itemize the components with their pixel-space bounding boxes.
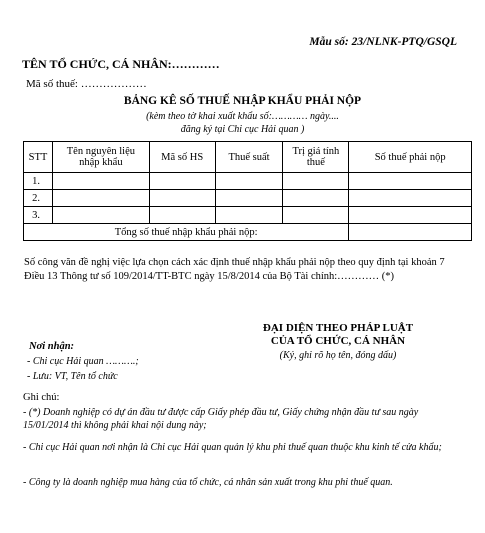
table-cell (149, 190, 215, 207)
table-cell (349, 207, 472, 224)
representative-title-line-2: CỦA TỔ CHỨC, CÁ NHÂN (270, 335, 406, 347)
notes-title: Ghi chú: (23, 392, 60, 403)
table-cell (215, 173, 283, 190)
recipient-item: - Lưu: VT, Tên tổ chức (27, 371, 118, 382)
tax-code: Mã số thuế: ……………… (26, 78, 147, 90)
description-paragraph: Số công văn đề nghị việc lựa chọn cách xác định thuế nhập khẩu phải nộp theo quy định tại khoản 7 Điều 13 Thông tư số 109/2014/TT-BTC ngày 15/8/2014 của Bộ Tài chính:………… (*) (24, 257, 445, 282)
total-value-cell (349, 224, 472, 241)
signature-instruction: (Ký, ghi rõ họ tên, đóng dấu) (279, 350, 397, 361)
header-stt: STT (24, 142, 53, 173)
table-cell (52, 173, 149, 190)
header-material: Tên nguyên liệu nhập khẩu (52, 142, 149, 173)
header-taxable-value: Trị giá tính thuế (283, 142, 349, 173)
table-cell (52, 207, 149, 224)
header-tax-rate: Thuế suất (215, 142, 283, 173)
note-item: - Chi cục Hải quan nơi nhận là Chi cục Hải quan quản lý khu phi thuế quan thuộc khu kinh tế cửa khẩu; (23, 442, 442, 453)
header-hs-code: Mã số HS (149, 142, 215, 173)
row-stt: 2. (24, 190, 53, 207)
recipient-item: - Chi cục Hải quan ……….; (27, 356, 139, 367)
table-cell (52, 190, 149, 207)
note-item: - Công ty là doanh nghiệp mua hàng của tổ chức, cá nhân sản xuất trong khu phi thuế quan. (23, 477, 393, 488)
recipients-title: Nơi nhận: (29, 341, 75, 352)
document-title: BẢNG KÊ SỐ THUẾ NHẬP KHẨU PHẢI NỘP (123, 95, 362, 107)
table-cell (215, 190, 283, 207)
table-cell (349, 173, 472, 190)
header-tax-amount: Số thuế phải nộp (349, 142, 472, 173)
row-stt: 3. (24, 207, 53, 224)
table-row (24, 173, 472, 190)
tax-table (23, 141, 472, 241)
table-cell (215, 207, 283, 224)
table-cell (349, 190, 472, 207)
representative-title-line-1: ĐẠI DIỆN THEO PHÁP LUẬT (262, 322, 414, 334)
table-row (24, 190, 472, 207)
table-cell (283, 207, 349, 224)
table-cell (149, 173, 215, 190)
table-cell (149, 207, 215, 224)
table-cell (283, 190, 349, 207)
subtitle-line-2: đăng ký tại Chi cục Hải quan ) (180, 124, 305, 135)
subtitle-line-1: (kèm theo tờ khai xuất khẩu số:………… ngày.... (146, 111, 339, 122)
table-header-row (24, 142, 472, 173)
table-cell (283, 173, 349, 190)
table-row (24, 207, 472, 224)
organization-name: TÊN TỔ CHỨC, CÁ NHÂN:………… (22, 57, 220, 71)
total-label: Tổng số thuế nhập khẩu phải nộp: (24, 224, 349, 241)
form-code: Mẫu số: 23/NLNK-PTQ/GSQL (309, 36, 457, 48)
note-item: - (*) Doanh nghiệp có dự án đầu tư được cấp Giấy phép đầu tư, Giấy chứng nhận đầu tư sau ngày 15/01/2014 thì không phải khai nội dung này; (23, 407, 419, 431)
table-total-row (24, 224, 472, 241)
row-stt: 1. (24, 173, 53, 190)
